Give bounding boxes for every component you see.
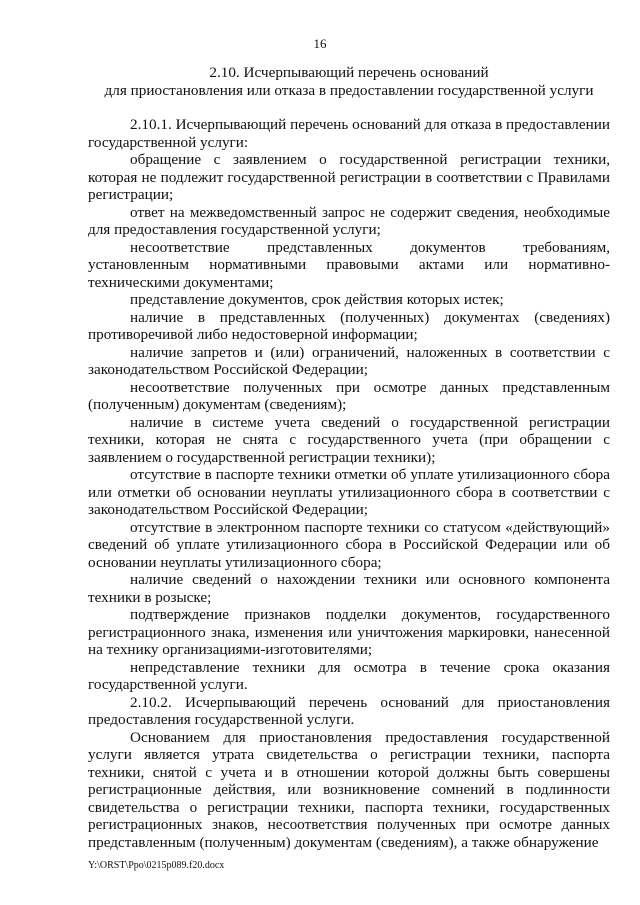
paragraph-item: отсутствие в электронном паспорте техники со статусом «действующий» сведений об уплате утилизационного сбора в Российской Федерации или об основании неуплаты утилизационного сбора; <box>88 518 610 571</box>
paragraph-item: наличие запретов и (или) ограничений, наложенных в соответствии с законодательством Российской Федерации; <box>88 343 610 378</box>
paragraph-item: наличие в представленных (полученных) документах (сведениях) противоречивой либо недостоверной информации; <box>88 308 610 343</box>
page-number: 16 <box>313 36 327 51</box>
section-heading <box>88 64 610 100</box>
paragraph-item: наличие сведений о нахождении техники или основного компонента техники в розыске; <box>88 571 610 606</box>
paragraph-item: несоответствие представленных документов требованиям, установленным нормативными правовыми актами или нормативно-техническими документами; <box>88 238 610 291</box>
document-body <box>88 116 610 851</box>
paragraph-item: отсутствие в паспорте техники отметки об уплате утилизационного сбора или отметки об основании неуплаты утилизационного сбора в соответствии с законодательством Российской Федерации; <box>88 466 610 518</box>
paragraph-item: непредставление техники для осмотра в течение срока оказания государственной услуги. <box>88 658 610 693</box>
paragraph-item: подтверждение признаков подделки документов, государственного регистрационного знака, изменения или уничтожения маркировки, нанесенной на технику организациями-изготовителями; <box>88 606 610 658</box>
file-path-footer: Y:\ORST\Ppo\0215p089.f20.docx <box>88 860 225 871</box>
paragraph-item: ответ на межведомственный запрос не содержит сведения, необходимые для предоставления государственной услуги; <box>88 203 610 238</box>
paragraph-suspension-grounds: Основанием для приостановления предоставления государственной услуги является утрата свидетельства о регистрации техники, паспорта техники, снятой с учета и в отношении которой должны быть совершены регистрационные действия, или возникновение сомнений в подлинности свидетельства о регистрации техники, паспорта техники, государственных регистрационных знаков, несоответствия полученных при осмотре данных представленным (полученным) документам (сведениям), а также обнаружение <box>88 728 610 851</box>
paragraph-item: обращение с заявлением о государственной регистрации техники, которая не подлежит государственной регистрации в соответствии с Правилами регистрации; <box>88 151 610 203</box>
paragraph-2-10-2-intro: 2.10.2. Исчерпывающий перечень оснований для приостановления предоставления государственной услуги. <box>88 693 610 728</box>
heading-line-1: 2.10. Исчерпывающий перечень оснований <box>209 64 489 81</box>
paragraph-item: представление документов, срок действия которых истек; <box>130 291 504 308</box>
paragraph-item: несоответствие полученных при осмотре данных представленным (полученным) документам (сведениям); <box>88 378 610 413</box>
paragraph-item: наличие в системе учета сведений о государственной регистрации техники, которая не снята с государственного учета (при обращении с заявлением о государственной регистрации техники); <box>88 413 610 466</box>
paragraph-2-10-1-intro: 2.10.1. Исчерпывающий перечень оснований для отказа в предоставлении государственной услуги: <box>88 116 610 151</box>
heading-line-2: для приостановления или отказа в предоставлении государственной услуги <box>104 82 594 99</box>
